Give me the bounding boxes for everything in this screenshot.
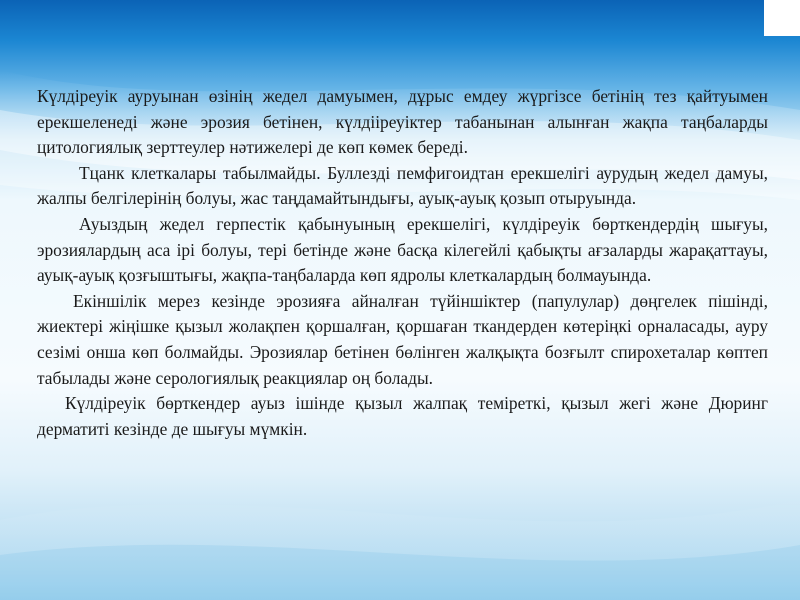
slide-text (37, 84, 768, 442)
paragraph-4: Екіншілік мерез кезінде эрозияға айналған түйіншіктер (папулулар) дөңгелек пішінді, жиектері жіңішке қызыл жолақпен қоршалған, қоршаған ткандерден көтеріңкі орналасады, ауру сезімі онша көп болмайды. Эрозиялар бетінен бөлінген жалқықта бозғылт спирохеталар көптеп табылады және серологиялық реакциялар оң болады. (37, 290, 768, 388)
paragraph-5: Күлдіреуік бөрткендер ауыз ішінде қызыл жалпақ теміреткі, қызыл жегі және Дюринг дерматиті кезінде де шығуы мүмкін. (37, 393, 768, 439)
paragraph-3: Ауыздың жедел герпестік қабынуының ерекшелігі, күлдіреуік бөрткендердің шығуы, эрозиялардың аса ірі болуы, тері бетінде және басқа кілегейлі қабықты ағзаларды жарақаттауы, ауық-ауық қозғыштығы, жақпа-таңбаларда көп ядролы клеткалардың болмауында. (37, 213, 768, 286)
paragraph-2: Тцанк клеткалары табылмайды. Буллезді пемфигоидтан ерекшелігі аурудың жедел дамуы, жалпы белгілерінің болуы, жас таңдамайтындығы, ауық-ауық қозып отыруында. (37, 162, 768, 209)
paragraph-1: Күлдіреуік ауруынан өзінің жедел дамуымен, дұрыс емдеу жүргізсе бетінің тез қайтуымен ерекшеленеді және эрозия бетінен, күлдііреуіктер табанынан алынған жақпа таңбаларды цитологиялық зерттеулер нәтижелері де көп көмек береді. (37, 86, 768, 158)
corner-cutout (764, 0, 800, 36)
